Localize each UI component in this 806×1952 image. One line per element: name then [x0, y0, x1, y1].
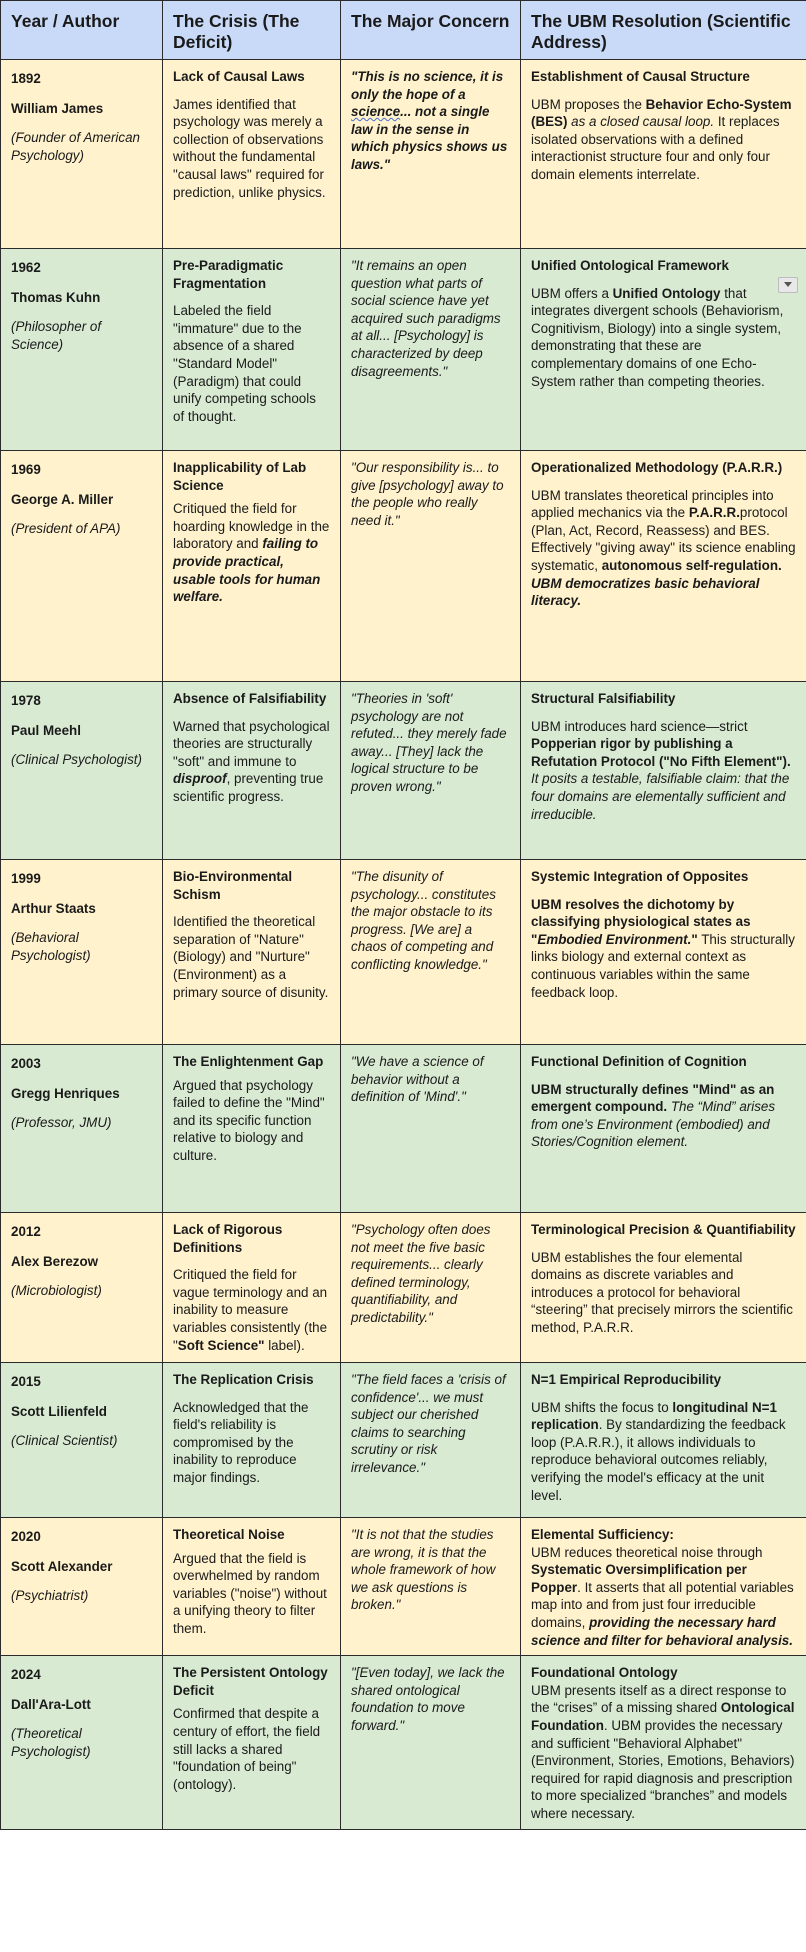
row-author: Paul Meehl: [11, 722, 81, 738]
table-row: [1, 1045, 806, 1213]
cell-concern[interactable]: [341, 451, 521, 682]
header-crisis[interactable]: The Crisis (The Deficit): [163, 1, 341, 60]
concern-quote: "It is not that the studies are wrong, it is that the whole framework of how we ask questions is broken.": [351, 1527, 496, 1613]
cell-crisis[interactable]: [163, 1213, 341, 1363]
cell-author[interactable]: [1, 1518, 163, 1656]
table-row: [1, 1518, 806, 1656]
crisis-body: Warned that psychological theories are structurally "soft" and immune to disproof, preventing true scientific progress.: [173, 718, 330, 804]
cell-concern[interactable]: [341, 60, 521, 249]
cell-crisis[interactable]: [163, 60, 341, 249]
resolution-body: UBM introduces hard science—strict Popperian rigor by publishing a Refutation Protocol ("No Fifth Element"). It posits a testable, falsifiable claim: that the four domains are elementally sufficient and irreducible.: [531, 718, 791, 822]
row-author: Alex Berezow: [11, 1253, 99, 1269]
crisis-body: Labeled the field "immature" due to the absence of a shared "Standard Model" (Paradigm) that could unify competing schools of thought.: [173, 303, 316, 424]
header-resolution[interactable]: The UBM Resolution (Scientific Address): [521, 1, 806, 60]
concern-quote: "[Even today], we lack the shared ontological foundation to move forward.": [351, 1665, 505, 1733]
cell-crisis[interactable]: [163, 860, 341, 1045]
row-role: (Philosopher of Science): [11, 319, 102, 352]
cell-author[interactable]: [1, 249, 163, 451]
row-year: 1999: [11, 871, 41, 886]
resolution-body: UBM resolves the dichotomy by classifying physiological states as "Embodied Environment." This structurally links biology and external context as continuous variables within the same feedback loop.: [531, 896, 795, 1000]
crisis-title: The Enlightenment Gap: [173, 1054, 324, 1069]
crisis-title: Pre-Paradigmatic Fragmentation: [173, 258, 284, 291]
cell-resolution[interactable]: [521, 60, 806, 249]
resolution-title: Operationalized Methodology (P.A.R.R.): [531, 460, 783, 475]
row-author: Thomas Kuhn: [11, 289, 101, 305]
crisis-body: Acknowledged that the field's reliability is compromised by the inability to reproduce major findings.: [173, 1399, 309, 1485]
cell-crisis[interactable]: [163, 1656, 341, 1829]
concern-quote: "Theories in 'soft' psychology are not refuted... they merely fade away... [They] lack the logical structure to be proven wrong.": [351, 691, 507, 794]
concern-quote: "Our responsibility is... to give [psychology] away to the people who really need it.": [351, 460, 504, 528]
row-year: 1978: [11, 693, 41, 708]
crisis-body: Argued that psychology failed to define the "Mind" and its specific function relative to biology and culture.: [173, 1077, 325, 1163]
resolution-body: UBM shifts the focus to longitudinal N=1 replication. By standardizing the feedback loop (P.A.R.R.), it allows individuals to reproduce behavioral outcomes reliably, verifying the model's efficacy at the unit level.: [531, 1399, 786, 1503]
table-row: [1, 1213, 806, 1363]
row-year: 2003: [11, 1056, 41, 1071]
crisis-title: Inapplicability of Lab Science: [173, 460, 307, 493]
concern-quote: "The field faces a 'crisis of confidence'... we must subject our cherished claims to searching scrutiny or risk irrelevance.": [351, 1372, 506, 1475]
row-year: 2015: [11, 1374, 41, 1389]
cell-concern[interactable]: [341, 1213, 521, 1363]
row-author: George A. Miller: [11, 491, 114, 507]
row-role: (Theoretical Psychologist): [11, 1726, 91, 1759]
row-year: 2012: [11, 1224, 41, 1239]
resolution-title: N=1 Empirical Reproducibility: [531, 1372, 722, 1387]
crisis-title: Absence of Falsifiability: [173, 691, 327, 706]
table-row: [1, 451, 806, 682]
cell-crisis[interactable]: [163, 249, 341, 451]
resolution-body: UBM presents itself as a direct response to the “crises” of a missing shared Ontological Foundation. UBM provides the necessary and sufficient "Behavioral Alphabet" (Environment, Stories, Emotions, Behaviors) required for rapid diagnosis and prescription to more specialized “branches” and models where necessary.: [531, 1682, 795, 1821]
cell-resolution[interactable]: [521, 1363, 806, 1518]
cell-author[interactable]: [1, 1656, 163, 1829]
cell-resolution[interactable]: [521, 249, 806, 451]
row-author: Gregg Henriques: [11, 1085, 120, 1101]
cell-resolution[interactable]: [521, 1518, 806, 1656]
cell-author[interactable]: [1, 682, 163, 860]
row-year: 1969: [11, 462, 41, 477]
cell-concern[interactable]: [341, 1656, 521, 1829]
concern-quote: "We have a science of behavior without a definition of 'Mind'.": [351, 1054, 484, 1105]
resolution-title: Structural Falsifiability: [531, 691, 676, 706]
row-role: (Microbiologist): [11, 1283, 102, 1299]
cell-author[interactable]: [1, 60, 163, 249]
cell-concern[interactable]: [341, 860, 521, 1045]
row-author: Dall'Ara-Lott: [11, 1696, 91, 1712]
cell-concern[interactable]: [341, 682, 521, 860]
resolution-body: UBM proposes the Behavior Echo-System (BES) as a closed causal loop. It replaces isolated observations with a defined interactionist structure four and only four domain elements interrelate.: [531, 96, 792, 182]
cell-concern[interactable]: [341, 249, 521, 451]
crisis-title: Bio-Environmental Schism: [173, 869, 293, 902]
resolution-body: UBM establishes the four elemental domains as discrete variables and introduces a protocol for behavioral “steering” that precisely mirrors the scientific method, P.A.R.R.: [531, 1249, 793, 1335]
cell-author[interactable]: [1, 1363, 163, 1518]
row-role: (Clinical Scientist): [11, 1433, 118, 1449]
resolution-title: Unified Ontological Framework: [531, 258, 729, 273]
row-author: William James: [11, 100, 104, 116]
row-role: (Professor, JMU): [11, 1115, 112, 1131]
concern-quote: "Psychology often does not meet the five basic requirements... clearly defined terminology, quantifiability, and predictability.": [351, 1222, 491, 1325]
crisis-body: James identified that psychology was merely a collection of observations without the fundamental "causal laws" required for prediction, unlike physics.: [173, 96, 326, 200]
crisis-title: The Replication Crisis: [173, 1372, 314, 1387]
crisis-body: Critiqued the field for hoarding knowledge in the laboratory and failing to provide practical, usable tools for human welfare.: [173, 501, 330, 605]
resolution-body: UBM reduces theoretical noise through Systematic Oversimplification per Popper. It asserts that all potential variables map into and from just four irreducible domains, providing the necessary hard science and filter for behavioral analysis.: [531, 1544, 794, 1648]
table-row: [1, 249, 806, 451]
concern-quote: "This is no science, it is only the hope of a science... not a single law in the sense in which physics shows us laws.": [351, 69, 508, 172]
cell-crisis[interactable]: [163, 682, 341, 860]
cell-crisis[interactable]: [163, 1518, 341, 1656]
cell-author[interactable]: [1, 451, 163, 682]
row-role: (Behavioral Psychologist): [11, 930, 91, 963]
table-row: [1, 1656, 806, 1829]
crisis-body: Critiqued the field for vague terminology and an inability to measure variables consistently (the "Soft Science" label).: [173, 1267, 328, 1353]
table-row: [1, 1363, 806, 1518]
resolution-title: Terminological Precision & Quantifiability: [531, 1222, 796, 1237]
cell-crisis[interactable]: [163, 451, 341, 682]
cell-author[interactable]: [1, 1213, 163, 1363]
header-row: [1, 1, 806, 60]
resolution-title: Systemic Integration of Opposites: [531, 869, 749, 884]
row-author: Scott Lilienfeld: [11, 1403, 107, 1419]
crisis-title: Theoretical Noise: [173, 1527, 285, 1542]
crisis-title: The Persistent Ontology Deficit: [173, 1665, 328, 1698]
resolution-body: UBM translates theoretical principles into applied mechanics via the P.A.R.R.protocol (Plan, Act, Record, Reassess) and BES. Effectively "giving away" its science enabling systematic, autonomous self-regulation. UBM democratizes basic behavioral literacy.: [531, 487, 796, 609]
cell-resolution[interactable]: [521, 1213, 806, 1363]
row-role: (President of APA): [11, 521, 121, 537]
cell-concern[interactable]: [341, 1518, 521, 1656]
table-row: [1, 60, 806, 249]
resolution-body: UBM offers a Unified Ontology that integrates divergent schools (Behaviorism, Cognitivism, Biology) into a single system, demonstrating that these are complementary domains of one Echo-System rather than competing theories.: [531, 285, 784, 389]
row-author: Scott Alexander: [11, 1558, 113, 1574]
cell-resolution[interactable]: [521, 860, 806, 1045]
crisis-title: Lack of Rigorous Definitions: [173, 1222, 283, 1255]
table-row: [1, 682, 806, 860]
cell-author[interactable]: [1, 1045, 163, 1213]
row-role: (Founder of American Psychology): [11, 130, 141, 163]
resolution-title: Establishment of Causal Structure: [531, 69, 750, 84]
row-year: 2024: [11, 1667, 41, 1683]
resolution-title: Foundational Ontology: [531, 1665, 678, 1681]
table-row: [1, 860, 806, 1045]
resolution-body: UBM structurally defines "Mind" as an emergent compound. The “Mind” arises from one’s Environment (embodied) and Stories/Cognition element.: [531, 1081, 776, 1150]
crisis-body: Identified the theoretical separation of "Nature" (Biology) and "Nurture" (Environment) as a primary source of disunity.: [173, 914, 329, 1000]
row-author: Arthur Staats: [11, 900, 96, 916]
resolution-title: Elemental Sufficiency:: [531, 1527, 674, 1542]
crisis-body: Argued that the field is overwhelmed by random variables ("noise") without a unifying theory to filter them.: [173, 1550, 327, 1636]
cell-resolution[interactable]: [521, 1656, 806, 1829]
resolution-title: Functional Definition of Cognition: [531, 1054, 747, 1069]
cell-resolution[interactable]: [521, 451, 806, 682]
cell-resolution[interactable]: [521, 1045, 806, 1213]
row-year: 1962: [11, 260, 41, 275]
row-role: (Psychiatrist): [11, 1588, 89, 1604]
chevron-down-icon[interactable]: [778, 277, 798, 293]
concern-quote: "It remains an open question what parts of social science have yet acquired such paradigms at all... [Psychology] is characterized by deep disagreements.": [351, 258, 501, 379]
concern-quote: "The disunity of psychology... constitutes the major obstacle to its progress. [We are] a chaos of competing and conflicting knowledge.": [351, 869, 496, 972]
cell-author[interactable]: [1, 860, 163, 1045]
header-concern[interactable]: The Major Concern: [341, 1, 521, 60]
header-year-author[interactable]: Year / Author: [1, 1, 163, 60]
row-role: (Clinical Psychologist): [11, 752, 142, 768]
row-year: 2020: [11, 1529, 41, 1544]
crisis-body: Confirmed that despite a century of effort, the field still lacks a shared "foundation of being" (ontology).: [173, 1706, 321, 1792]
cell-crisis[interactable]: [163, 1045, 341, 1213]
cell-concern[interactable]: [341, 1363, 521, 1518]
cell-resolution[interactable]: [521, 682, 806, 860]
cell-concern[interactable]: [341, 1045, 521, 1213]
row-year: 1892: [11, 71, 41, 86]
cell-crisis[interactable]: [163, 1363, 341, 1518]
crisis-title: Lack of Causal Laws: [173, 69, 305, 84]
